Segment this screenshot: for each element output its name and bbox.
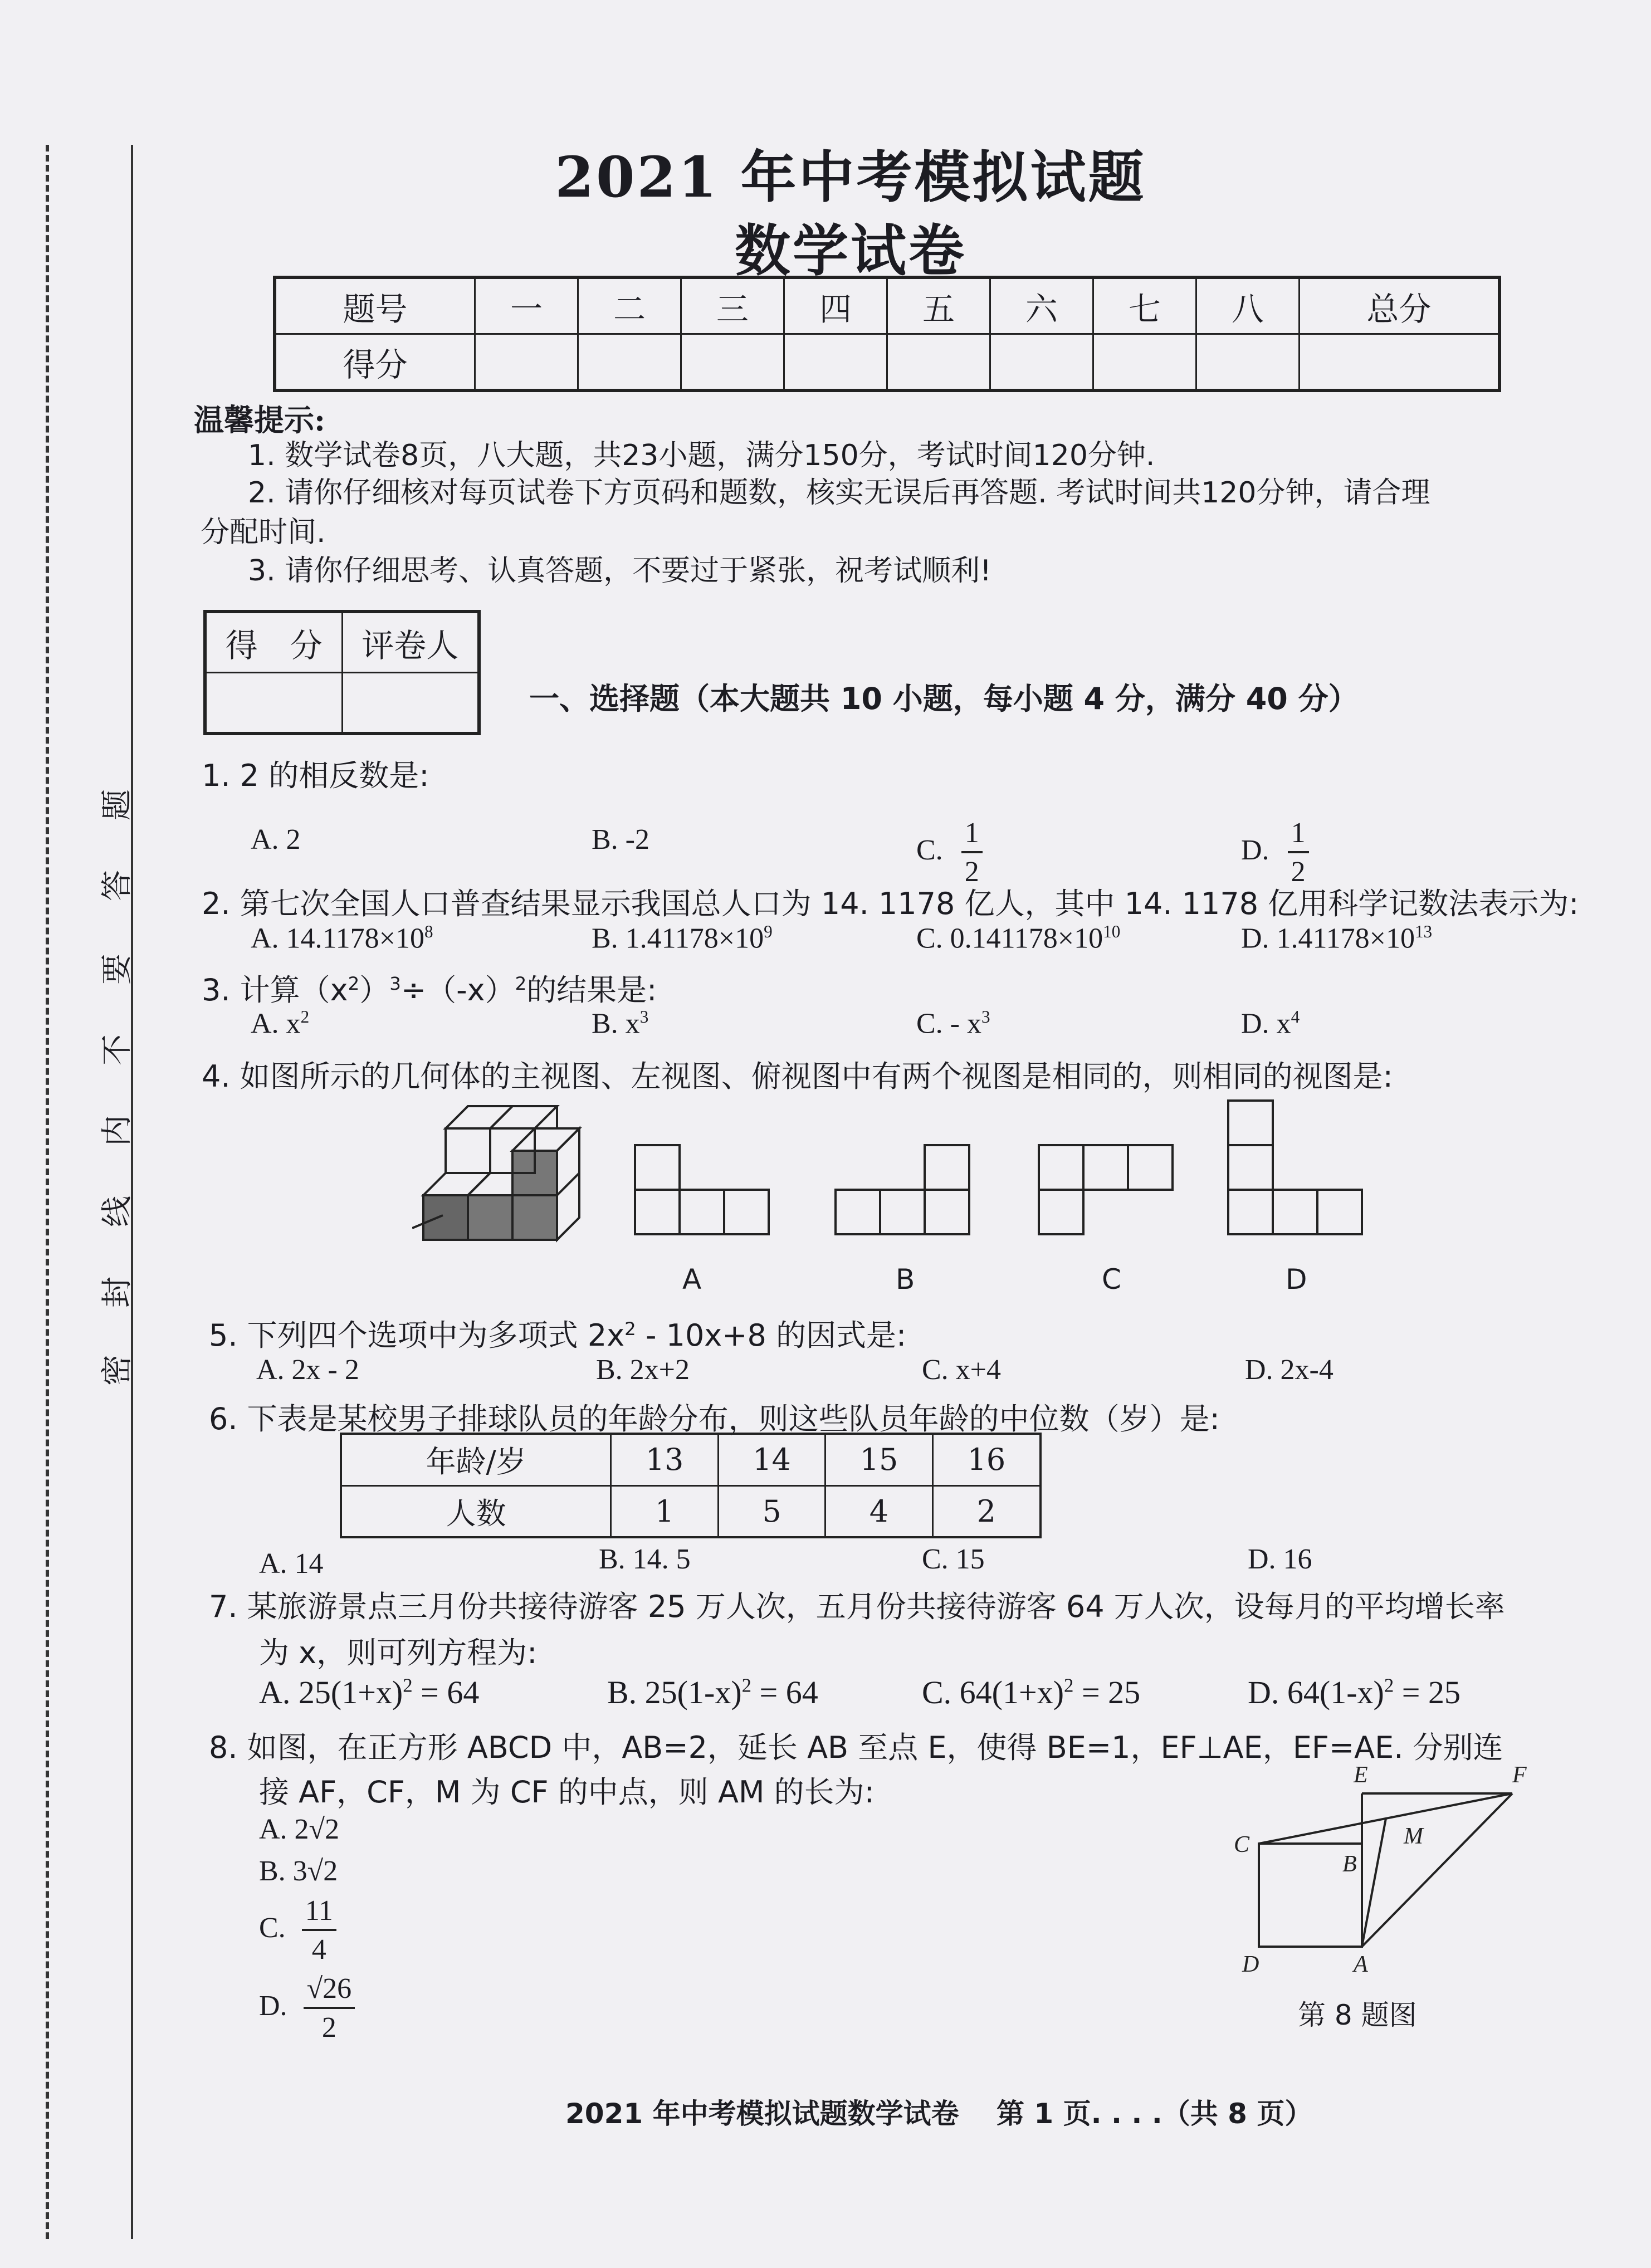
- age-table-cell: 人数: [341, 1485, 611, 1537]
- q2-option-b: [592, 922, 773, 955]
- score-header-cell: 二: [578, 277, 681, 334]
- q7-c-text: C. 64(1+x): [922, 1674, 1064, 1710]
- frac-num: 1: [1288, 819, 1309, 853]
- question-8-stem-line2: 接 AF，CF，M 为 CF 的中点，则 AM 的长为:: [259, 1775, 875, 1810]
- q3-a-exp: 2: [300, 1007, 310, 1027]
- score-header-cell: 总分: [1299, 277, 1499, 334]
- sidebar-char: 答: [99, 870, 135, 901]
- score-cell: [681, 334, 784, 391]
- q8-figure: [1225, 1760, 1537, 1983]
- q3-c-text: C. - x: [916, 1008, 981, 1040]
- score-cell: [1093, 334, 1196, 391]
- q4-option-b-figure: [836, 1145, 969, 1234]
- age-table-cell: 5: [718, 1485, 825, 1537]
- binding-solid-line: [131, 145, 133, 2239]
- q7-option-d: [1248, 1674, 1460, 1711]
- q5-option-b: B. 2x+2: [596, 1354, 690, 1386]
- q3-option-a: [251, 1007, 309, 1040]
- question-5-stem: [209, 1312, 906, 1355]
- score-table: [273, 276, 1501, 392]
- q4-option-d-figure: [1228, 1101, 1362, 1234]
- q4-option-a-figure: [635, 1145, 769, 1234]
- q4-label-a: A: [682, 1263, 702, 1296]
- q2-option-c: [916, 922, 1120, 955]
- q2-a-exp: 8: [424, 922, 433, 941]
- sidebar-char: 封: [99, 1277, 135, 1308]
- sidebar-char: 内: [99, 1115, 135, 1146]
- q6-option-d: D. 16: [1248, 1543, 1312, 1575]
- segment-af: [1362, 1793, 1512, 1947]
- q5-stem-part: - 10x+8 的因式是:: [636, 1318, 907, 1353]
- score-header-cell: 八: [1196, 277, 1299, 334]
- q3-b-text: B. x: [592, 1008, 640, 1040]
- age-table-cell: 1: [611, 1485, 718, 1537]
- q5-option-a: A. 2x - 2: [256, 1354, 359, 1386]
- frac-num: √26: [304, 1974, 355, 2009]
- question-6-stem: 6. 下表是某校男子排球队员的年龄分布，则这些队员年龄的中位数（岁）是:: [209, 1401, 1220, 1436]
- q2-b-exp: 9: [764, 922, 773, 941]
- q7-option-a: [259, 1674, 479, 1711]
- q8-option-c-label: C.: [259, 1912, 286, 1944]
- q7-option-c: [922, 1674, 1140, 1711]
- q8-option-d-fraction: [304, 1974, 355, 2042]
- q4-label-b: B: [896, 1263, 915, 1296]
- score-cell: [990, 334, 1093, 391]
- q3-exp: 3: [389, 973, 401, 994]
- q3-exp: 2: [348, 973, 360, 994]
- q4-label-c: C: [1102, 1263, 1121, 1296]
- page-footer: 2021 年中考模拟试题数学试卷 第 1 页. . . .（共 8 页）: [565, 2098, 1313, 2130]
- q7-d-text: D. 64(1-x): [1248, 1674, 1384, 1710]
- age-table-header: 年龄/岁: [341, 1434, 611, 1485]
- tips-heading: 温馨提示:: [194, 402, 325, 438]
- score-cell: [784, 334, 887, 391]
- grader-table: [203, 610, 481, 735]
- q3-stem-part: 3. 计算（x: [202, 972, 348, 1008]
- q3-option-d: [1241, 1007, 1300, 1040]
- q8-option-c: [259, 1896, 336, 1964]
- question-3-stem: [202, 966, 657, 1009]
- point-d-label: D: [1242, 1952, 1259, 1977]
- q7-exp: 2: [403, 1674, 413, 1697]
- q2-c-exp: 10: [1103, 922, 1121, 941]
- q3-stem-part: ÷（-x）: [400, 972, 515, 1008]
- q7-d-tail: = 25: [1394, 1674, 1460, 1710]
- question-4-stem: 4. 如图所示的几何体的主视图、左视图、俯视图中有两个视图是相同的，则相同的视图是:: [202, 1059, 1393, 1094]
- tip-item: 分配时间.: [201, 516, 326, 549]
- q5-stem-part: 5. 下列四个选项中为多项式 2x: [209, 1318, 625, 1353]
- q7-exp: 2: [1384, 1674, 1394, 1697]
- point-a-label: A: [1354, 1952, 1368, 1977]
- age-table-cell: 4: [825, 1485, 932, 1537]
- q1-option-b: B. -2: [592, 824, 649, 856]
- sidebar-char: 不: [99, 1034, 135, 1065]
- score-header-cell: 七: [1093, 277, 1196, 334]
- score-cell: [578, 334, 681, 391]
- q4-solid-figure: [412, 1106, 579, 1240]
- q3-b-exp: 3: [639, 1007, 649, 1027]
- q8-option-a: A. 2√2: [259, 1814, 340, 1845]
- q4-label-d: D: [1286, 1263, 1307, 1296]
- page-subtitle: 数学试卷: [735, 218, 966, 284]
- q3-c-exp: 3: [981, 1007, 990, 1027]
- q8-figure-caption: 第 8 题图: [1298, 1999, 1417, 2031]
- q2-b-text: B. 1.41178×10: [592, 922, 764, 955]
- score-header-cell: 一: [475, 277, 578, 334]
- question-8-stem-line1: 8. 如图，在正方形 ABCD 中，AB=2，延长 AB 至点 E，使得 BE=1，EF⊥AE，EF=AE. 分别连: [209, 1730, 1503, 1765]
- q7-c-tail: = 25: [1073, 1674, 1141, 1710]
- q6-option-b: B. 14. 5: [599, 1543, 691, 1575]
- frac-den: 4: [311, 1934, 326, 1966]
- tip-item: 1. 数学试卷8页，八大题，共23小题，满分150分，考试时间120分钟.: [248, 439, 1155, 472]
- q3-a-text: A. x: [251, 1008, 301, 1040]
- sidebar-char: 题: [99, 789, 135, 820]
- q8-option-d-label: D.: [259, 1990, 287, 2022]
- sidebar-char: 密: [99, 1355, 135, 1386]
- q4-option-c-figure: [1039, 1145, 1173, 1234]
- tip-item: 3. 请你仔细思考、认真答题，不要过于紧张，祝考试顺利!: [248, 554, 991, 588]
- q7-b-tail: = 64: [751, 1674, 818, 1710]
- q1-option-d-fraction: [1288, 819, 1309, 887]
- q8-option-d: [259, 1974, 355, 2042]
- q7-b-text: B. 25(1-x): [607, 1674, 742, 1710]
- q5-option-c: C. x+4: [922, 1354, 1002, 1386]
- age-table-header: 13: [611, 1434, 718, 1485]
- score-header-cell: 四: [784, 277, 887, 334]
- point-b-label: B: [1342, 1851, 1357, 1877]
- sidebar-char: 要: [99, 954, 135, 985]
- q2-option-d: [1241, 922, 1432, 955]
- q7-exp: 2: [1064, 1674, 1074, 1697]
- q3-exp: 2: [515, 973, 527, 994]
- question-2-stem: 2. 第七次全国人口普查结果显示我国总人口为 14. 1178 亿人，其中 14. 1178 亿用科学记数法表示为:: [202, 886, 1579, 921]
- age-table-header: 16: [932, 1434, 1041, 1485]
- q3-d-exp: 4: [1291, 1007, 1300, 1027]
- page-title: 2021 年中考模拟试题: [555, 144, 1146, 210]
- grader-score-label: 得 分: [205, 612, 342, 673]
- age-table-cell: 2: [932, 1485, 1041, 1537]
- q2-option-a: [251, 922, 433, 955]
- q3-option-b: [592, 1007, 648, 1040]
- q7-a-text: A. 25(1+x): [259, 1674, 403, 1710]
- q7-option-b: [607, 1674, 818, 1711]
- q8-option-c-fraction: [302, 1896, 336, 1964]
- point-e-label: E: [1354, 1762, 1368, 1788]
- q1-option-c-label: C.: [916, 834, 943, 866]
- frac-den: 2: [321, 2012, 336, 2044]
- question-1-stem: 1. 2 的相反数是:: [202, 758, 429, 793]
- q2-d-exp: 13: [1414, 922, 1433, 941]
- frac-den: 2: [1291, 856, 1306, 888]
- age-table-header: 14: [718, 1434, 825, 1485]
- grader-name-label: 评卷人: [342, 612, 479, 673]
- q3-d-text: D. x: [1241, 1008, 1291, 1040]
- q3-option-c: [916, 1007, 990, 1040]
- score-cell: [887, 334, 990, 391]
- point-m-label: M: [1404, 1824, 1423, 1849]
- question-7-stem-line2: 为 x，则可列方程为:: [259, 1635, 538, 1670]
- age-table-header: 15: [825, 1434, 932, 1485]
- q2-a-text: A. 14.1178×10: [251, 922, 424, 955]
- score-cell: [475, 334, 578, 391]
- score-cell: [1299, 334, 1499, 391]
- q7-exp: 2: [741, 1674, 752, 1697]
- frac-num: 11: [302, 1896, 336, 1931]
- q2-d-text: D. 1.41178×10: [1241, 922, 1415, 955]
- q1-option-d: [1241, 819, 1309, 887]
- q6-option-a: A. 14: [259, 1548, 324, 1580]
- score-row-label: 得分: [275, 334, 475, 391]
- binding-dashed-line: [46, 145, 49, 2239]
- q1-option-c-fraction: [961, 819, 983, 887]
- point-c-label: C: [1234, 1832, 1250, 1858]
- tip-item: 2. 请你仔细核对每页试卷下方页码和题数，核实无误后再答题. 考试时间共120分钟，请合理: [248, 476, 1430, 510]
- q1-option-a: A. 2: [251, 824, 301, 856]
- score-header-cell: 六: [990, 277, 1093, 334]
- q7-a-tail: = 64: [412, 1674, 480, 1710]
- grader-cell: [342, 673, 479, 734]
- question-7-stem-line1: 7. 某旅游景点三月份共接待游客 25 万人次，五月份共接待游客 64 万人次，设每月的平均增长率: [209, 1589, 1505, 1624]
- q1-option-d-label: D.: [1241, 834, 1269, 866]
- point-f-label: F: [1512, 1762, 1527, 1788]
- q3-stem-part: ）: [359, 972, 390, 1008]
- q5-option-d: D. 2x-4: [1245, 1354, 1334, 1386]
- score-header-cell: 三: [681, 277, 784, 334]
- q2-c-text: C. 0.141178×10: [916, 922, 1103, 955]
- score-cell: [1196, 334, 1299, 391]
- sidebar-char: 线: [99, 1196, 135, 1227]
- grader-cell: [205, 673, 342, 734]
- age-table: [340, 1433, 1042, 1538]
- q1-option-c: [916, 819, 983, 887]
- frac-den: 2: [964, 856, 979, 888]
- section-heading: 一、选择题（本大题共 10 小题，每小题 4 分，满分 40 分）: [529, 681, 1359, 716]
- frac-num: 1: [961, 819, 983, 853]
- score-header-cell: 五: [887, 277, 990, 334]
- q3-stem-part: 的结果是:: [526, 972, 657, 1008]
- q6-option-c: C. 15: [922, 1543, 985, 1575]
- score-header-cell: 题号: [275, 277, 475, 334]
- q8-option-b: B. 3√2: [259, 1855, 338, 1887]
- q5-exp: 2: [624, 1318, 636, 1340]
